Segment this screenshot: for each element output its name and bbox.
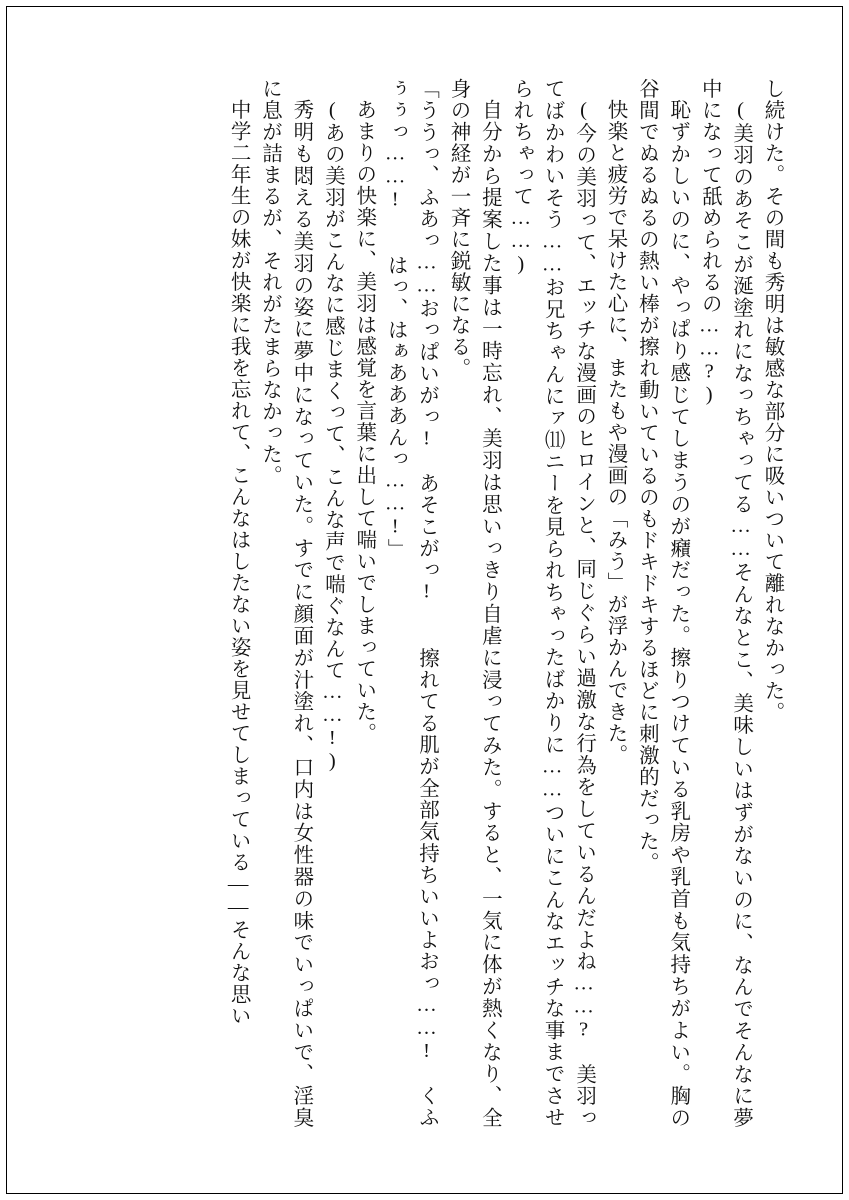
page-body-text (62, 78, 787, 1128)
paragraph: 恥ずかしいのに、やっぱり感じてしまうのが癪だった。擦りつけている乳房や乳首も気持ちがよい。胸の谷間でぬるぬるの熱い棒が擦れ動いているのもドキドキするほどに刺激的だった。 (635, 78, 689, 1128)
paragraph: (あの美羽がこんなに感じまくって、こんな声で喘ぐなんて……!) (321, 98, 344, 773)
paragraph: 秀明も悶える美羽の姿に夢中になっていた。すでに顔面が汁塗れ、口内は女性器の味でいっぱいで、淫臭に息が詰まるが、それがたまらなかった。 (258, 78, 312, 1128)
paragraph: 中学二年生の妹が快楽に我を忘れて、こんなはしたない姿を見せてしまっている――そんな思い (227, 98, 250, 1026)
paragraph: 「ううっ、ふあっ……おっぱいがっ! あそこがっ! 擦れてる肌が全部気持ちいいよおっ……! くふぅぅっ……! はっ、はぁあああんっ……!」 (384, 78, 438, 1128)
paragraph: (今の美羽って、エッチな漫画のヒロインと、同じぐらい過激な行為をしているんだよね……? 美羽ってばかわいそう……お兄ちゃんにァ⑾ニーを見られちゃったばかりに……ついにこんなエッチな事までさせられちゃって……) (509, 78, 595, 1128)
paragraph: し続けた。その間も秀明は敏感な部分に吸いついて離れなかった。 (761, 78, 783, 723)
paragraph: あまりの快楽に、美羽は感覚を言葉に出して喘いでしまっていた。 (352, 98, 375, 744)
paragraph: 快楽と疲労で呆けた心に、またもや漫画の「みう」が浮かんできた。 (603, 98, 626, 765)
paragraph: 自分から提案した事は一時忘れ、美羽は思いっきり自虐に浸ってみた。すると、一気に体が熱くなり、全身の神経が一斉に鋭敏になる。 (446, 78, 501, 1128)
paragraph: (美羽のあそこが涎塗れになっちゃってる……そんなとこ、美味しいはずがないのに、なんでそんなに夢中になって舐められるの……?) (698, 78, 752, 1128)
